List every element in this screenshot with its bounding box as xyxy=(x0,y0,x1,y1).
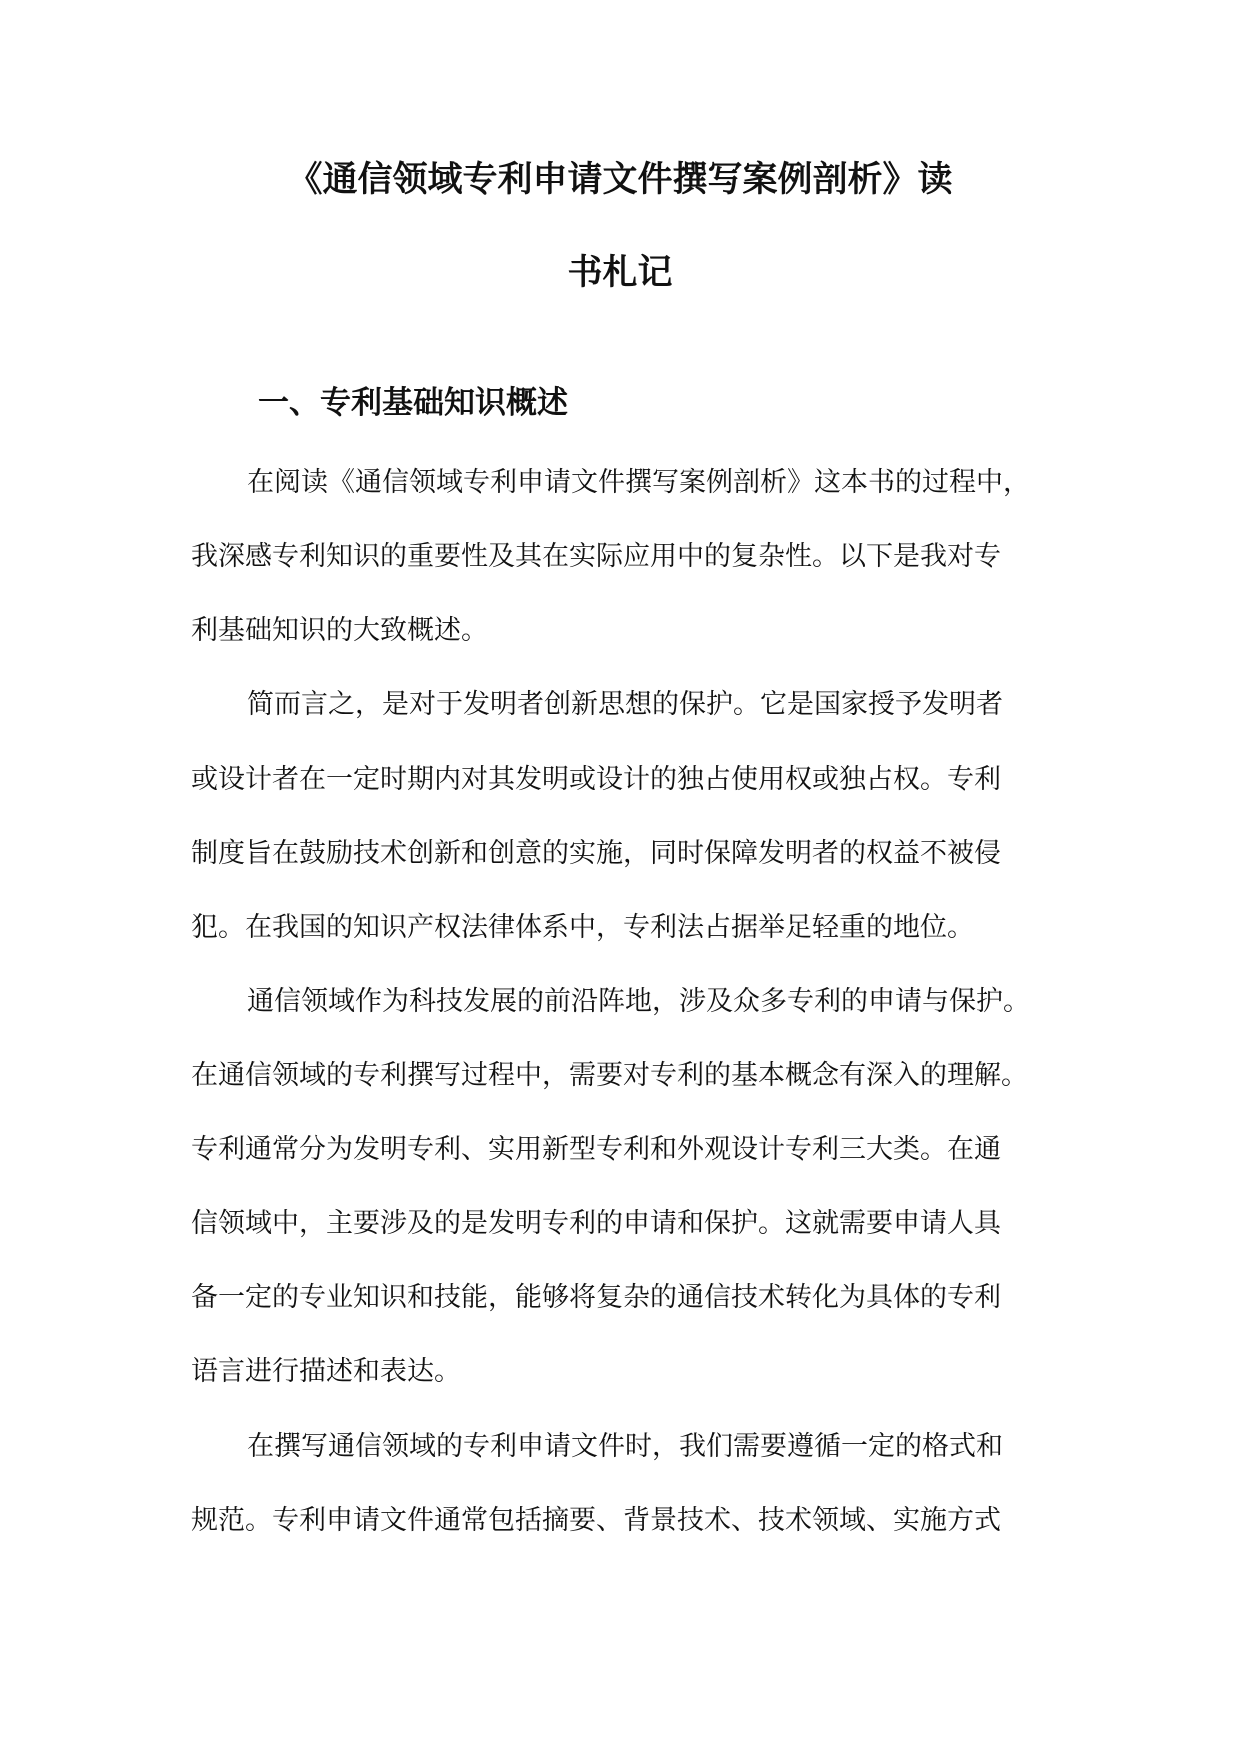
paragraph-line: 制度旨在鼓励技术创新和创意的实施，同时保障发明者的权益不被侵 xyxy=(191,838,1001,869)
paragraph-line: 信领域中，主要涉及的是发明专利的申请和保护。这就需要申请人具 xyxy=(191,1208,1001,1239)
paragraph-line: 规范。专利申请文件通常包括摘要、背景技术、技术领域、实施方式 xyxy=(191,1505,1001,1536)
paragraph-line: 或设计者在一定时期内对其发明或设计的独占使用权或独占权。专利 xyxy=(191,764,1001,795)
paragraph-line: 通信领域作为科技发展的前沿阵地，涉及众多专利的申请与保护。 xyxy=(247,986,1030,1017)
paragraph-line: 在阅读《通信领域专利申请文件撰写案例剖析》这本书的过程中， xyxy=(247,467,1030,498)
section-heading: 一、专利基础知识概述 xyxy=(258,385,568,421)
paragraph-line: 在撰写通信领域的专利申请文件时，我们需要遵循一定的格式和 xyxy=(247,1431,1003,1462)
paragraph-line: 犯。在我国的知识产权法律体系中，专利法占据举足轻重的地位。 xyxy=(191,912,974,943)
document-title-line-1: 《通信领域专利申请文件撰写案例剖析》读 xyxy=(287,160,953,200)
paragraph-line: 在通信领域的专利撰写过程中，需要对专利的基本概念有深入的理解。 xyxy=(191,1060,1028,1091)
paragraph-line: 备一定的专业知识和技能，能够将复杂的通信技术转化为具体的专利 xyxy=(191,1282,1001,1313)
paragraph-line: 简而言之，是对于发明者创新思想的保护。它是国家授予发明者 xyxy=(247,689,1003,720)
paragraph-line: 语言进行描述和表达。 xyxy=(191,1356,461,1387)
document-title-line-2: 书札记 xyxy=(567,253,673,293)
paragraph-line: 利基础知识的大致概述。 xyxy=(191,615,488,646)
paragraph-line: 专利通常分为发明专利、实用新型专利和外观设计专利三大类。在通 xyxy=(191,1134,1001,1165)
paragraph-line: 我深感专利知识的重要性及其在实际应用中的复杂性。以下是我对专 xyxy=(191,541,1001,572)
